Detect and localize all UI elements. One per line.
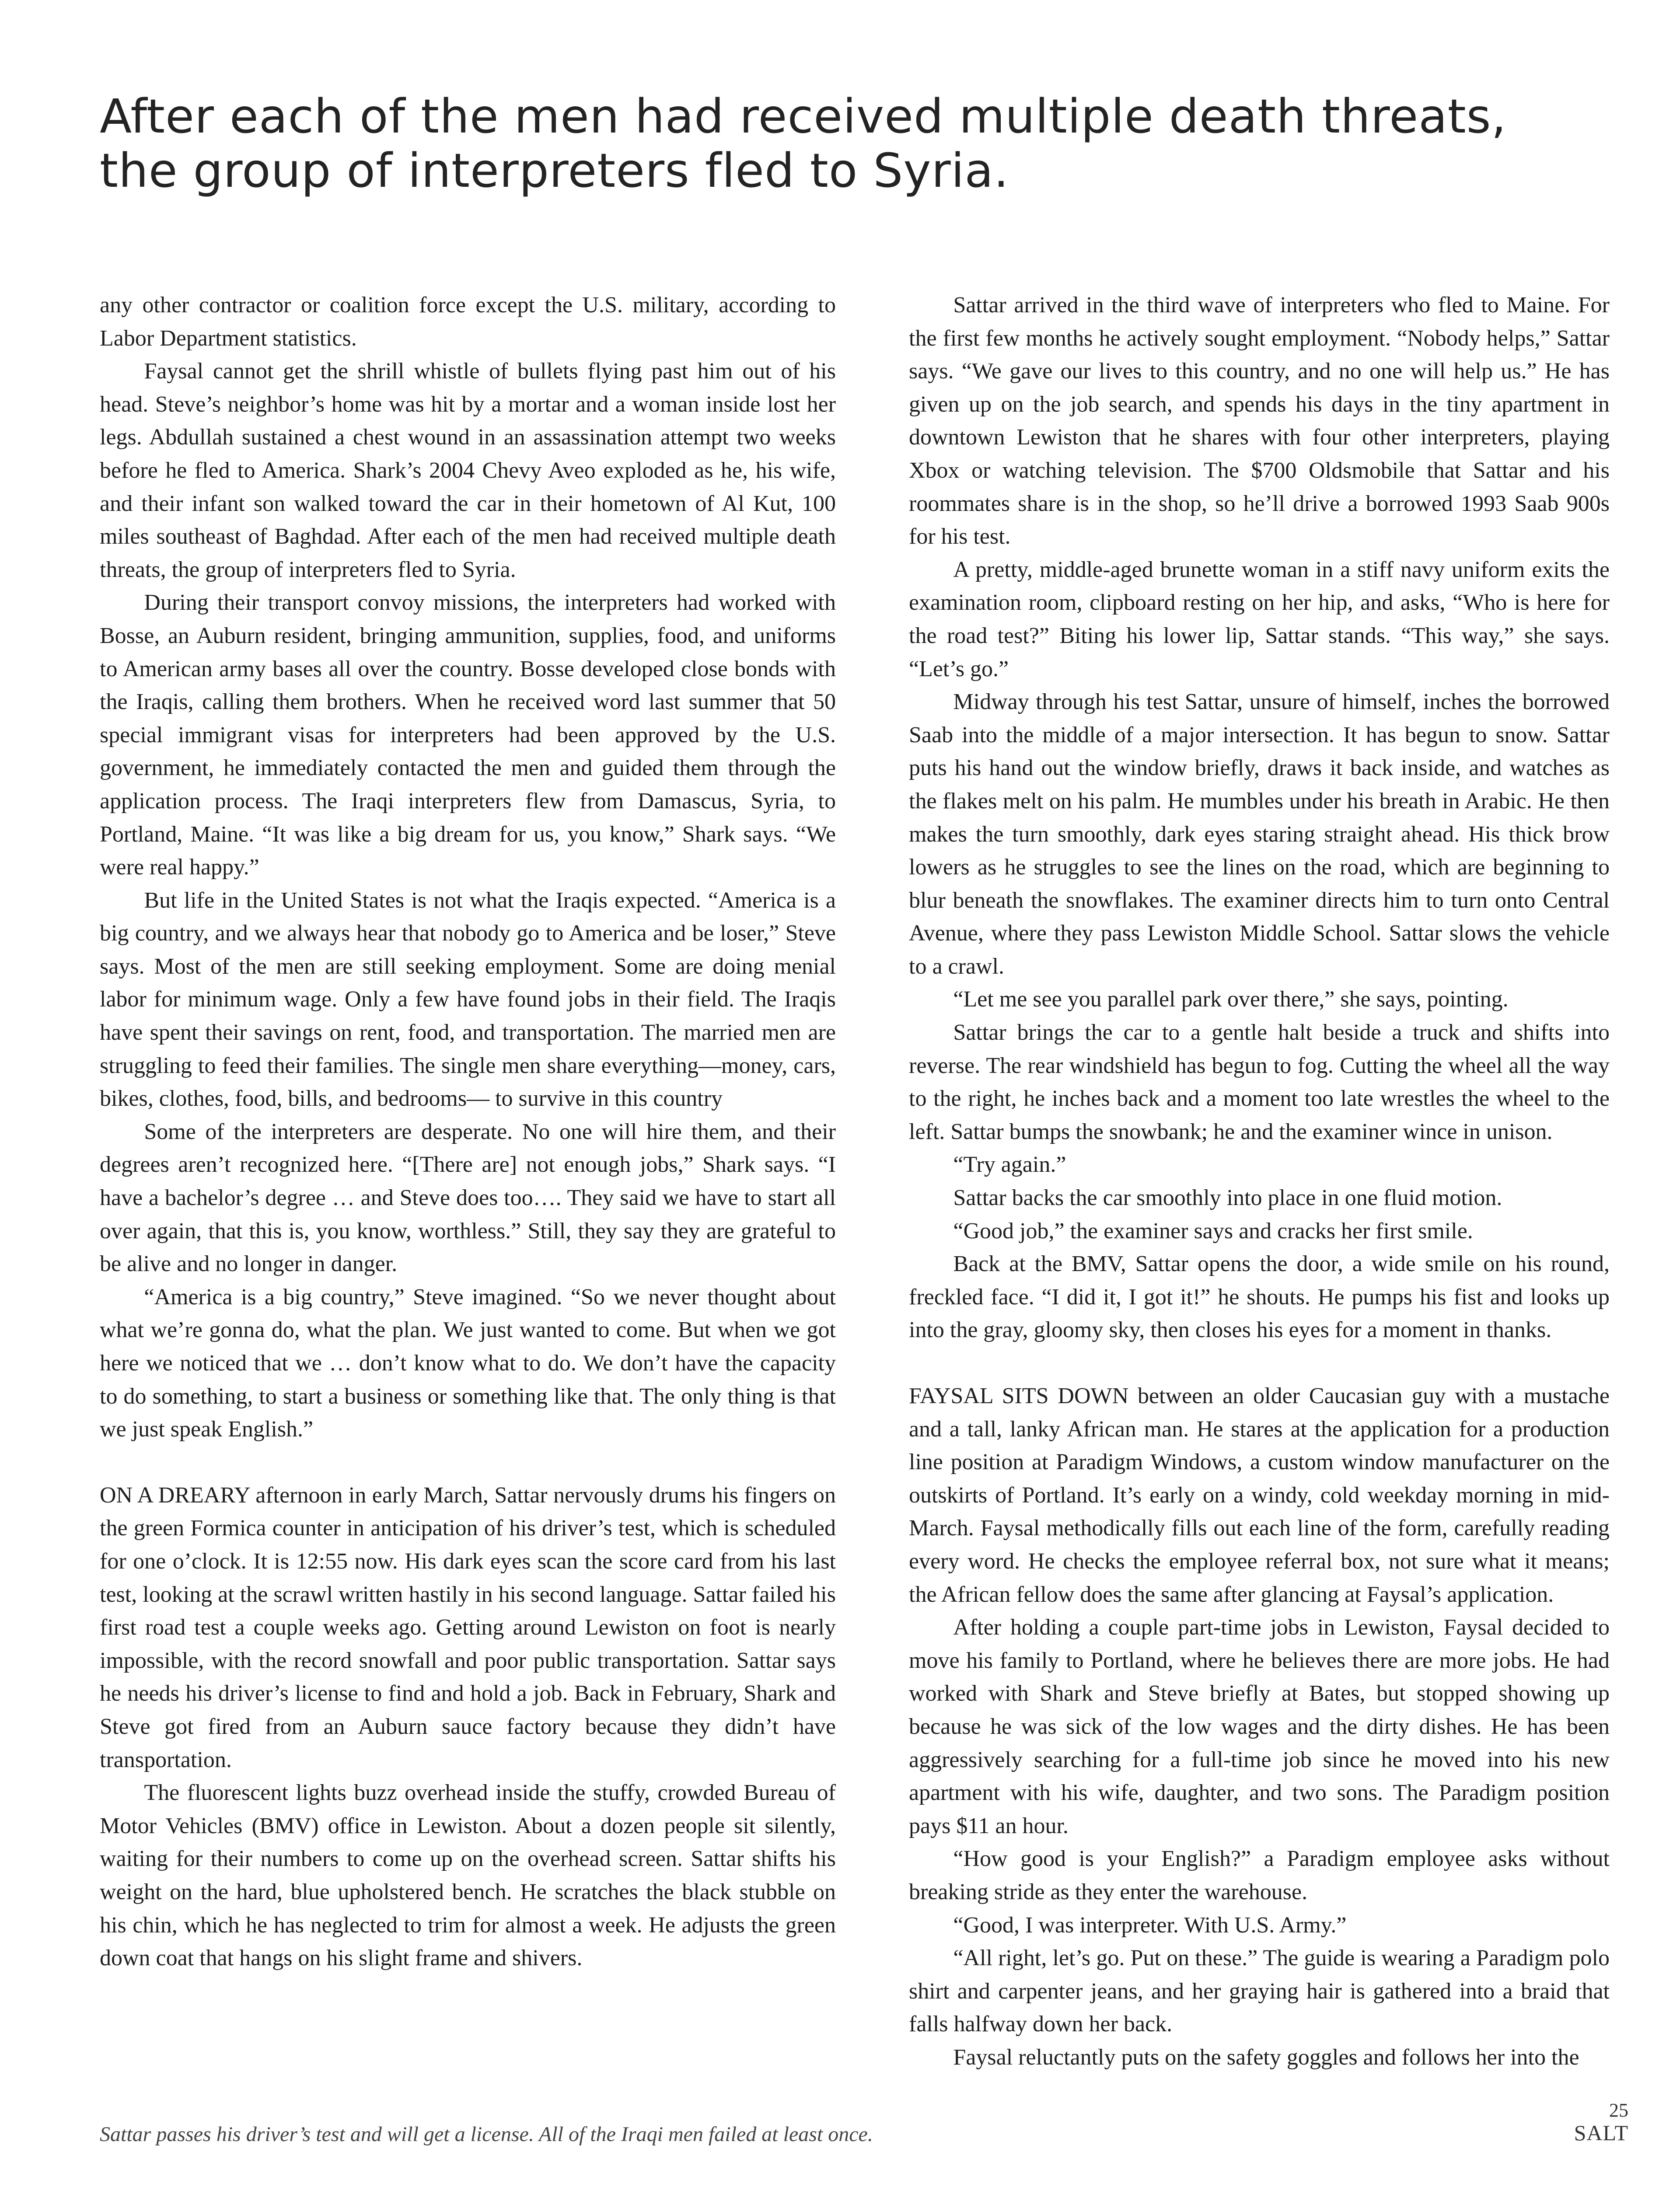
- paragraph: Some of the interpreters are desperate. No one will hire them, and their degrees aren’t recognized here. “[There are] not enough jobs,” Shark says. “I have a bachelor’s degree … and Steve does too…. They said we have to start all over again, that this is, you know, worthless.” Still, they say they are grateful to be alive and no longer in danger.: [100, 1119, 836, 1277]
- paragraph: Faysal reluctantly puts on the safety goggles and follows her into the: [953, 2044, 1579, 2070]
- magazine-name: SALT: [1574, 2121, 1628, 2145]
- page-number: 25: [1609, 2100, 1628, 2121]
- paragraph: “America is a big country,” Steve imagined. “So we never thought about what we’re gonna do, what the plan. We just wanted to come. But when we got here we noticed that we … don’t know what to do. We don’t have the capacity to do something, to start a business or something like that. The only thing is that we just speak English.”: [100, 1284, 836, 1442]
- folio: [1574, 2100, 1628, 2144]
- section-opening-paragraph: FAYSAL SITS DOWN between an older Caucasian guy with a mustache and a tall, lanky African man. He stares at the application for a production line position at Paradigm Windows, a custom window manufacturer on the outskirts of Portland. It’s early on a windy, cold weekday morning in mid-March. Faysal methodically fills out each line of the form, carefully reading every word. He checks the employee referral box, not sure what it means; the African fellow does the same after glancing at Faysal’s application.: [909, 1383, 1610, 1607]
- paragraph: “Let me see you parallel park over there,” she says, pointing.: [953, 987, 1509, 1012]
- paragraph: “Good, I was interpreter. With U.S. Army.”: [953, 1912, 1347, 1938]
- paragraph: any other contractor or coalition force except the U.S. military, according to Labor Department statistics.: [100, 293, 836, 351]
- pull-quote-line-1: After each of the men had received multiple death threats,: [100, 90, 1507, 144]
- paragraph: But life in the United States is not what the Iraqis expected. “America is a big country, and we always hear that nobody go to America and be loser,” Steve says. Most of the men are still seeking employment. Some are doing menial labor for minimum wage. Only a few have found jobs in their field. The Iraqis have spent their savings on rent, food, and transportation. The married men are struggling to feed their families. The single men share everything—money, cars, bikes, clothes, food, bills, and bedrooms— to survive in this country: [100, 887, 836, 1111]
- pull-quote-line-2: the group of interpreters fled to Syria.: [100, 144, 1009, 198]
- paragraph: Back at the BMV, Sattar opens the door, a wide smile on his round, freckled face. “I did it, I got it!” he shouts. He pumps his fist and looks up into the gray, gloomy sky, then closes his eyes for a moment in thanks.: [909, 1251, 1610, 1343]
- paragraph: Sattar arrived in the third wave of interpreters who fled to Maine. For the first few months he actively sought employment. “Nobody helps,” Sattar says. “We gave our lives to this country, and no one will help us.” He has given up on the job search, and spends his days in the tiny apartment in downtown Lewiston that he shares with four other interpreters, playing Xbox or watching television. The $700 Oldsmobile that Sattar and his roommates share is in the shop, so he’ll drive a borrowed 1993 Saab 900s for his test.: [909, 293, 1610, 549]
- section-opening-paragraph: ON A DREARY afternoon in early March, Sattar nervously drums his fingers on the green Formica counter in anticipation of his driver’s test, which is scheduled for one o’clock. It is 12:55 now. His dark eyes scan the score card from his last test, looking at the scrawl written hastily in his second language. Sattar failed his first road test a couple weeks ago. Getting around Lewiston on foot is nearly impossible, with the record snowfall and poor public transportation. Sattar says he needs his driver’s license to find and hold a job. Back in February, Shark and Steve got fired from an Auburn sauce factory because they didn’t have transportation.: [100, 1482, 836, 1772]
- paragraph: Sattar brings the car to a gentle halt beside a truck and shifts into reverse. The rear windshield has begun to fog. Cutting the wheel all the way to the right, he inches back and a moment too late wrestles the wheel to the left. Sattar bumps the snowbank; he and the examiner wince in unison.: [909, 1020, 1610, 1144]
- paragraph: Midway through his test Sattar, unsure of himself, inches the borrowed Saab into the middle of a major intersection. It has begun to snow. Sattar puts his hand out the window briefly, draws it back inside, and watches as the flakes melt on his palm. He mumbles under his breath in Arabic. He then makes the turn smoothly, dark eyes staring straight ahead. His thick brow lowers as he struggles to see the lines on the road, which are beginning to blur beneath the snowflakes. The examiner directs him to turn onto Central Avenue, where they pass Lewiston Middle School. Sattar slows the vehicle to a crawl.: [909, 689, 1610, 979]
- paragraph: “All right, let’s go. Put on these.” The guide is wearing a Paradigm polo shirt and carpenter jeans, and her graying hair is gathered into a braid that falls halfway down her back.: [909, 1946, 1610, 2037]
- paragraph: A pretty, middle-aged brunette woman in a stiff navy uniform exits the examination room, clipboard resting on her hip, and asks, “Who is here for the road test?” Biting his lower lip, Sattar stands. “This way,” she says. “Let’s go.”: [909, 557, 1610, 681]
- left-column: [100, 289, 836, 1975]
- paragraph: “Good job,” the examiner says and cracks her first smile.: [953, 1218, 1473, 1244]
- paragraph: “Try again.”: [953, 1152, 1066, 1177]
- right-column: [909, 289, 1610, 2074]
- paragraph: “How good is your English?” a Paradigm employee asks without breaking stride as they enter the warehouse.: [909, 1846, 1610, 1904]
- paragraph: During their transport convoy missions, the interpreters had worked with Bosse, an Auburn resident, bringing ammunition, supplies, food, and uniforms to American army bases all over the country. Bosse developed close bonds with the Iraqis, calling them brothers. When he received word last summer that 50 special immigrant visas for interpreters had been approved by the U.S. government, he immediately contacted the men and guided them through the application process. The Iraqi interpreters flew from Damascus, Syria, to Portland, Maine. “It was like a big dream for us, you know,” Shark says. “We were real happy.”: [100, 590, 836, 880]
- paragraph: Sattar backs the car smoothly into place in one fluid motion.: [953, 1185, 1502, 1211]
- photo-caption: Sattar passes his driver’s test and will get a license. All of the Iraqi men failed at least once.: [100, 2123, 873, 2146]
- paragraph: Faysal cannot get the shrill whistle of bullets flying past him out of his head. Steve’s neighbor’s home was hit by a mortar and a woman inside lost her legs. Abdullah sustained a chest wound in an assassination attempt two weeks before he fled to America. Shark’s 2004 Chevy Aveo exploded as he, his wife, and their infant son walked toward the car in their hometown of Al Kut, 100 miles southeast of Baghdad. After each of the men had received multiple death threats, the group of interpreters fled to Syria.: [100, 359, 836, 582]
- pull-quote: [100, 90, 1613, 198]
- paragraph: After holding a couple part-time jobs in Lewiston, Faysal decided to move his family to Portland, where he believes there are more jobs. He had worked with Shark and Steve briefly at Bates, but stopped showing up because he was sick of the low wages and the dirty dishes. He has been aggressively searching for a full-time job since he moved into his new apartment with his wife, daughter, and two sons. The Paradigm position pays $11 an hour.: [909, 1615, 1610, 1838]
- paragraph: The fluorescent lights buzz overhead inside the stuffy, crowded Bureau of Motor Vehicles (BMV) office in Lewiston. About a dozen people sit silently, waiting for their numbers to come up on the overhead screen. Sattar shifts his weight on the hard, blue upholstered bench. He scratches the black stubble on his chin, which he has neglected to trim for almost a week. He adjusts the green down coat that hangs on his slight frame and shivers.: [100, 1780, 836, 1971]
